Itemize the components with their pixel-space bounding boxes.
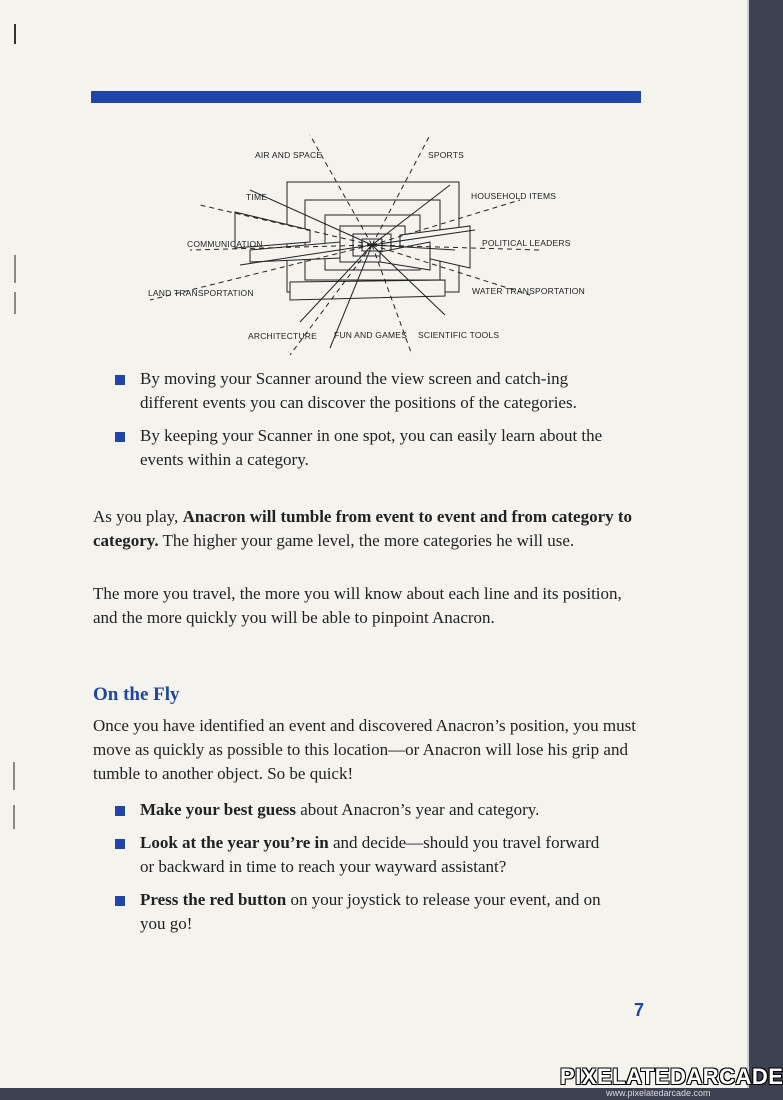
page-number: 7 [634,1000,645,1020]
para-bold: Anacron will tumble from event to event and from category to category. [93,507,633,550]
cat-water: WATER TRANSPORTATION [472,286,585,296]
cat-land: LAND TRANSPORTATION [148,288,254,298]
list-item [115,798,615,822]
bullet-square-icon [115,432,125,442]
bottom-bullet-list [115,798,615,945]
cat-air-space: AIR AND SPACE [255,150,323,160]
cat-household: HOUSEHOLD ITEMS [471,191,557,201]
section-heading: On the Fly [93,684,180,705]
list-item [115,888,615,936]
cat-time: TIME [246,192,268,202]
top-bullet-list [115,367,610,481]
bullet-bold: Press the red button [140,890,287,909]
list-item [115,831,615,879]
para-text: As you play, [93,507,183,526]
header-bar [91,91,641,103]
bullet-bold: Make your best guess [140,800,296,819]
margin-mark [14,292,16,314]
cat-sports: SPORTS [428,150,464,160]
bullet-square-icon [115,839,125,849]
category-diagram [140,130,600,355]
watermark-url: www.pixelatedarcade.com [606,1088,711,1098]
margin-mark [13,805,15,829]
margin-mark [14,24,16,44]
bullet-bold: Look at the year you’re in [140,833,329,852]
margin-mark [13,762,15,790]
cat-architecture: ARCHITECTURE [248,331,317,341]
bullet-square-icon [115,896,125,906]
bullet-square-icon [115,806,125,816]
paragraph-on-the-fly: Once you have identified an event and discovered Anacron’s position, you must move as quickly as possible to this location—or Anacron will lose his grip and tumble to another object. So be quick! [93,716,636,783]
cat-communication: COMMUNICATION [187,239,263,249]
bullet-text: By keeping your Scanner in one spot, you can easily learn about the events within a category. [140,426,603,469]
cat-fun: FUN AND GAMES [334,330,407,340]
bullet-square-icon [115,375,125,385]
paragraph-travel: The more you travel, the more you will know about each line and its position, and the more quickly you will be able to pinpoint Anacron. [93,584,622,627]
bullet-text: on your joystick to release your event, and on you go! [140,890,601,933]
bullet-text: and decide—should you travel forward or backward in time to reach your wayward assistant? [140,833,600,876]
cat-political: POLITICAL LEADERS [482,238,571,248]
bullet-text: about Anacron’s year and category. [296,800,540,819]
category-line [372,135,430,245]
margin-mark [14,255,16,283]
event-panel [290,280,445,300]
bullet-text: By moving your Scanner around the view screen and catch-ing different events you can discover the positions of the categories. [140,369,577,412]
watermark-logo: PIXELATEDARCADE [560,1064,783,1089]
para-text: The higher your game level, the more categories he will use. [158,531,575,550]
list-item [115,367,610,415]
cat-scientific: SCIENTIFIC TOOLS [418,330,500,340]
list-item [115,424,610,472]
paragraph-anacron-tumble [93,505,638,553]
